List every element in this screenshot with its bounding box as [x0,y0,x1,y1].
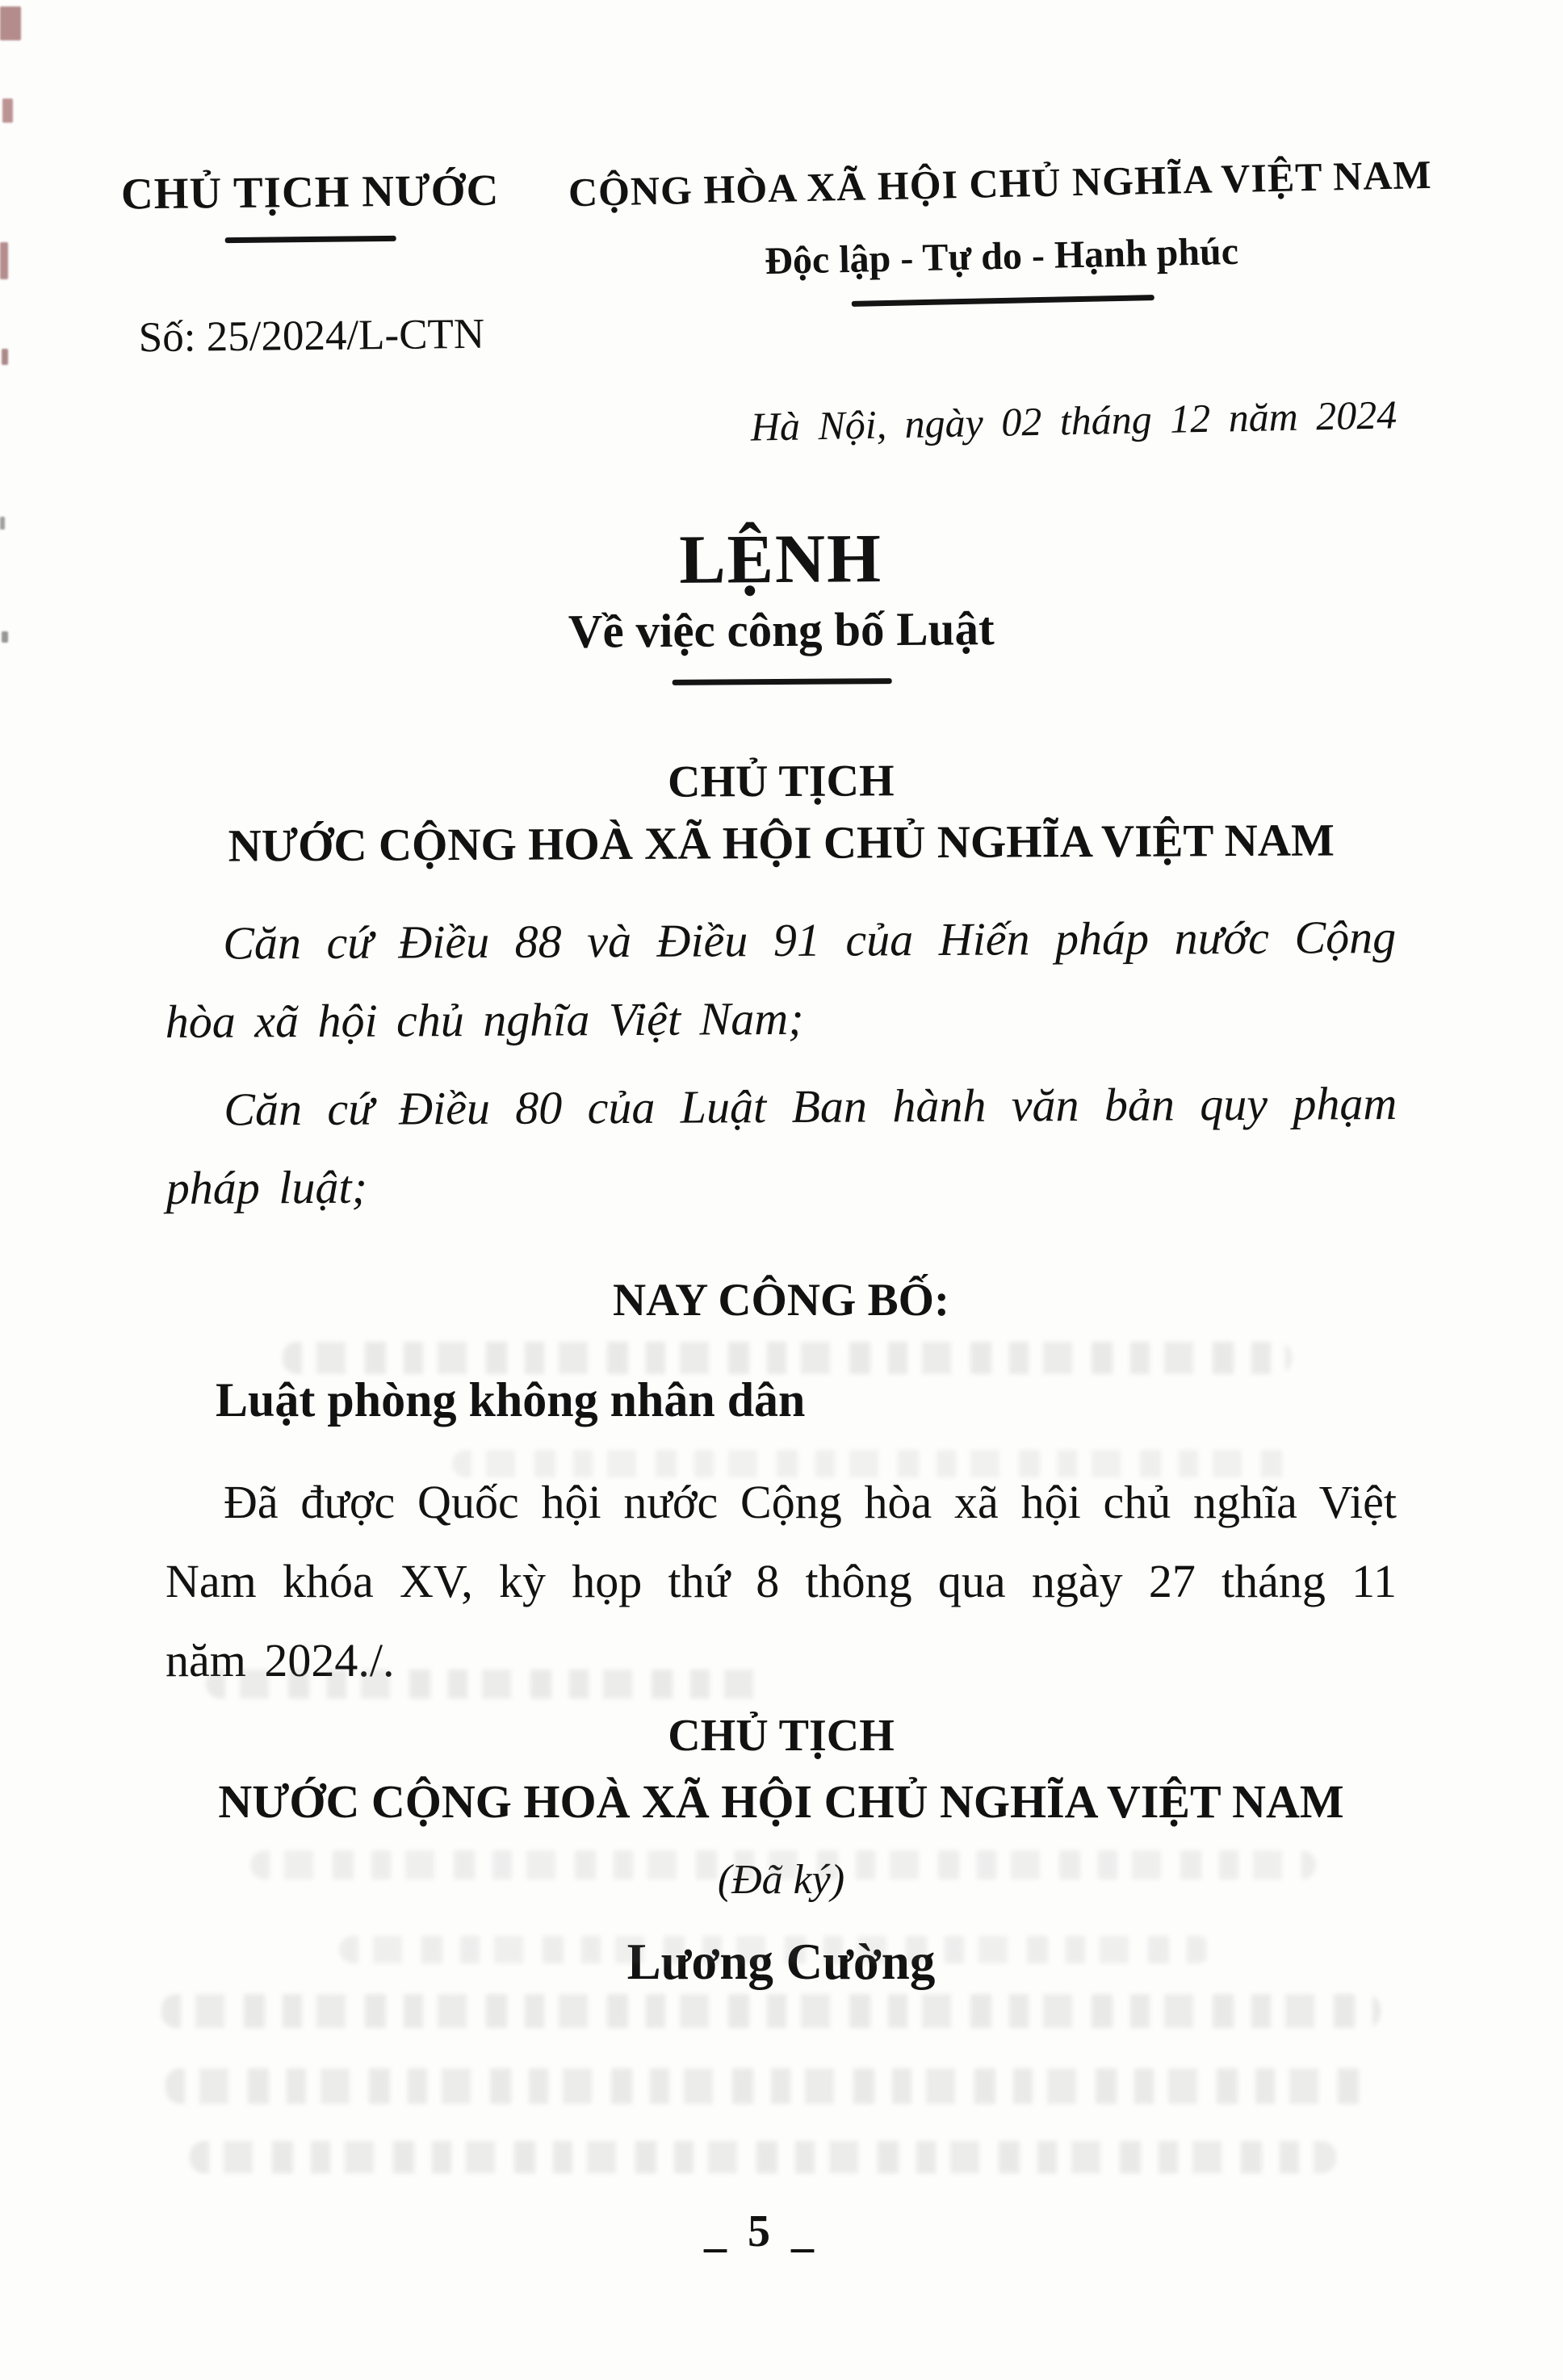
document-number: Số: 25/2024/L-CTN [138,310,485,362]
signature-country-line: NƯỚC CỘNG HOÀ XÃ HỘI CHỦ NGHĨA VIỆT NAM [218,1775,1344,1828]
preamble-paragraph: Căn cứ Điều 88 và Điều 91 của Hiến pháp nước Cộng hòa xã hội chủ nghĩa Việt Nam; [165,911,1397,1048]
page-number-block [0,2206,1518,2257]
law-name: Luật phòng không nhân dân [216,1373,806,1427]
scan-edge-artifact [2,349,8,365]
page-number-decor: _ [704,2206,727,2256]
bleedthrough-artifact [161,1994,1381,2028]
issuer-country-line: NƯỚC CỘNG HOÀ XÃ HỘI CHỦ NGHĨA VIỆT NAM [228,815,1335,872]
bleedthrough-artifact [206,1670,771,1699]
dateline: Hà Nội, ngày 02 tháng 12 năm 2024 [750,392,1397,450]
passage-paragraph: Đã được Quốc hội nước Cộng hòa xã hội chủ nghĩa Việt Nam khóa XV, kỳ họp thứ 8 thông qua ngày 27 tháng 11 năm 2024./. [166,1476,1397,1687]
header-left-block [120,165,501,362]
preamble-paragraph: Căn cứ Điều 80 của Luật Ban hành văn bản quy phạm pháp luật; [166,1077,1397,1214]
issuing-authority-label: CHỦ TỊCH NƯỚC [120,165,500,219]
national-motto: Độc lập - Tự do - Hạnh phúc [764,229,1239,283]
signer-name: Lương Cường [626,1934,936,1990]
scan-edge-artifact [2,631,8,643]
authority-underline [225,236,396,243]
bleedthrough-artifact [166,2068,1377,2104]
issuer-title: CHỦ TỊCH [667,756,895,807]
scan-edge-artifact [2,98,13,123]
bleedthrough-artifact [250,1850,1316,1879]
country-name: CỘNG HÒA XÃ HỘI CHỦ NGHĨA VIỆT NAM [568,151,1433,216]
bleedthrough-artifact [339,1936,1211,1963]
motto-underline [851,295,1154,307]
signed-note: (Đã ký) [717,1857,845,1903]
title-underline [672,678,891,685]
announce-heading: NAY CÔNG BỐ: [613,1275,949,1326]
signature-title: CHỦ TỊCH [668,1711,895,1761]
order-title: LỆNH [678,519,883,598]
bleedthrough-artifact [190,2141,1336,2173]
bleedthrough-artifact [283,1342,1292,1374]
scan-edge-artifact [0,242,8,279]
scan-edge-artifact [0,6,21,40]
page-number: 5 [748,2206,770,2256]
scan-edge-artifact [0,517,5,530]
bleedthrough-artifact [452,1450,1300,1477]
issuer-heading-block [166,752,1397,873]
order-subtitle: Về việc công bố Luật [568,601,995,658]
order-title-block [165,517,1397,689]
preamble-section [165,898,1397,1227]
national-header-block [523,150,1478,314]
page-number-decor: _ [791,2206,814,2256]
